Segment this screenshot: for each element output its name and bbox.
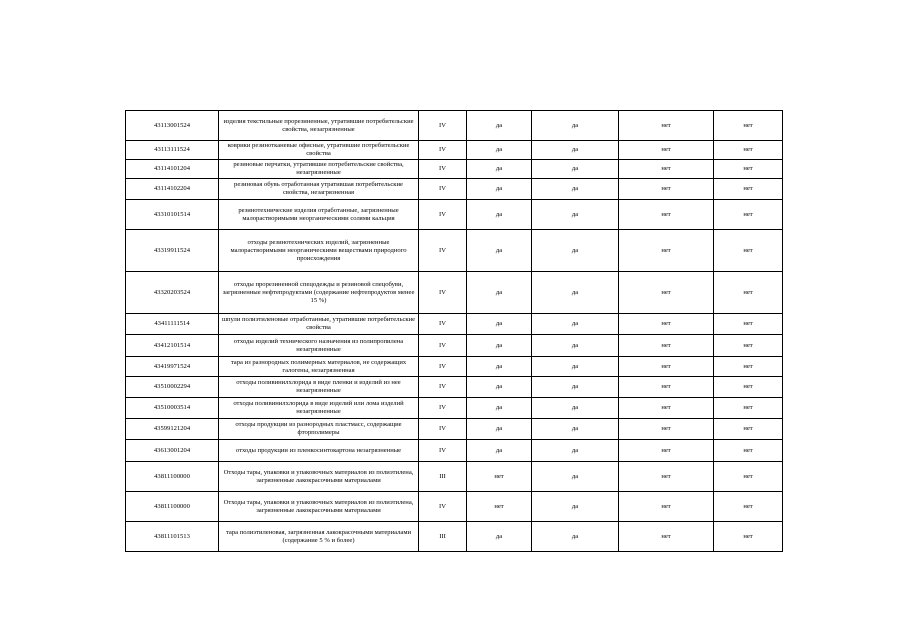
flag-cell-1: нет xyxy=(467,462,532,492)
hazard-class-cell: IV xyxy=(419,179,467,200)
flag-cell-3: нет xyxy=(619,377,714,398)
flag-cell-1: нет xyxy=(467,492,532,522)
hazard-class-cell: IV xyxy=(419,398,467,419)
table-row xyxy=(126,522,783,552)
flag-cell-4: нет xyxy=(714,272,783,314)
table-row xyxy=(126,377,783,398)
table-row xyxy=(126,492,783,522)
hazard-class-cell: IV xyxy=(419,357,467,377)
flag-cell-2: да xyxy=(532,377,619,398)
flag-cell-1: да xyxy=(467,230,532,272)
waste-name-cell: отходы продукции из пленкосинтокартона незагрязненные xyxy=(219,440,419,462)
waste-name-cell: резиновые перчатки, утратившие потребительские свойства, незагрязненные xyxy=(219,160,419,179)
flag-cell-4: нет xyxy=(714,200,783,230)
table-row xyxy=(126,314,783,335)
waste-code-cell: 43310101514 xyxy=(126,200,219,230)
table-row xyxy=(126,462,783,492)
waste-name-cell: тара из разнородных полимерных материалов, не содержащих галогены, незагрязненная xyxy=(219,357,419,377)
waste-code-cell: 43411111514 xyxy=(126,314,219,335)
waste-code-cell: 43599121204 xyxy=(126,419,219,440)
waste-code-cell: 43811101513 xyxy=(126,522,219,552)
hazard-class-cell: IV xyxy=(419,335,467,357)
flag-cell-2: да xyxy=(532,492,619,522)
flag-cell-2: да xyxy=(532,272,619,314)
waste-code-cell: 43412101514 xyxy=(126,335,219,357)
flag-cell-4: нет xyxy=(714,440,783,462)
flag-cell-2: да xyxy=(532,440,619,462)
flag-cell-3: нет xyxy=(619,141,714,160)
hazard-class-cell: IV xyxy=(419,160,467,179)
table-body xyxy=(126,111,783,552)
waste-code-cell: 43510003514 xyxy=(126,398,219,419)
flag-cell-2: да xyxy=(532,111,619,141)
table-row xyxy=(126,419,783,440)
waste-code-cell: 43319911524 xyxy=(126,230,219,272)
flag-cell-3: нет xyxy=(619,272,714,314)
flag-cell-1: да xyxy=(467,160,532,179)
waste-name-cell: отходы поливинилхлорида в виде изделий или лома изделий незагрязненные xyxy=(219,398,419,419)
waste-name-cell: отходы поливинилхлорида в виде пленки и изделий из нее незагрязненные xyxy=(219,377,419,398)
waste-name-cell: резиновая обувь отработанная утратившая потребительские свойства, незагрязненная xyxy=(219,179,419,200)
waste-name-cell: коврики резинотканевые офисные, утратившие потребительские свойства xyxy=(219,141,419,160)
waste-classification-table xyxy=(125,110,783,552)
waste-name-cell: отходы прорезиненной спецодежды и резиновой спецобуви, загрязненные нефтепродуктами (содержание нефтепродуктов менее 15 %) xyxy=(219,272,419,314)
flag-cell-2: да xyxy=(532,141,619,160)
flag-cell-4: нет xyxy=(714,179,783,200)
flag-cell-1: да xyxy=(467,357,532,377)
flag-cell-4: нет xyxy=(714,335,783,357)
flag-cell-1: да xyxy=(467,272,532,314)
table-row xyxy=(126,272,783,314)
hazard-class-cell: IV xyxy=(419,141,467,160)
waste-code-cell: 43113001524 xyxy=(126,111,219,141)
flag-cell-3: нет xyxy=(619,419,714,440)
flag-cell-4: нет xyxy=(714,111,783,141)
hazard-class-cell: IV xyxy=(419,440,467,462)
flag-cell-1: да xyxy=(467,377,532,398)
flag-cell-1: да xyxy=(467,419,532,440)
flag-cell-4: нет xyxy=(714,398,783,419)
hazard-class-cell: IV xyxy=(419,314,467,335)
table-row xyxy=(126,230,783,272)
flag-cell-3: нет xyxy=(619,160,714,179)
waste-code-cell: 43320203524 xyxy=(126,272,219,314)
waste-code-cell: 43811100000 xyxy=(126,492,219,522)
flag-cell-4: нет xyxy=(714,462,783,492)
flag-cell-2: да xyxy=(532,160,619,179)
flag-cell-4: нет xyxy=(714,377,783,398)
waste-code-cell: 43113111524 xyxy=(126,141,219,160)
flag-cell-1: да xyxy=(467,398,532,419)
waste-name-cell: отходы продукции из разнородных пластмасс, содержащие фторполимеры xyxy=(219,419,419,440)
flag-cell-1: да xyxy=(467,141,532,160)
waste-name-cell: резинотехнические изделия отработанные, загрязненные малорастворимыми неорганическими солями кальция xyxy=(219,200,419,230)
waste-code-cell: 43510002294 xyxy=(126,377,219,398)
flag-cell-3: нет xyxy=(619,522,714,552)
hazard-class-cell: IV xyxy=(419,377,467,398)
hazard-class-cell: IV xyxy=(419,230,467,272)
flag-cell-3: нет xyxy=(619,200,714,230)
waste-code-cell: 43114101204 xyxy=(126,160,219,179)
flag-cell-3: нет xyxy=(619,230,714,272)
flag-cell-3: нет xyxy=(619,111,714,141)
hazard-class-cell: IV xyxy=(419,419,467,440)
flag-cell-3: нет xyxy=(619,492,714,522)
hazard-class-cell: IV xyxy=(419,492,467,522)
waste-name-cell: отходы резинотехнических изделий, загрязненные малорастворимыми неорганическими веществами природного происхождения xyxy=(219,230,419,272)
flag-cell-4: нет xyxy=(714,314,783,335)
table-row xyxy=(126,357,783,377)
waste-name-cell: Отходы тары, упаковки и упаковочных материалов из полиэтилена, загрязненные лакокрасочными материалами xyxy=(219,462,419,492)
flag-cell-2: да xyxy=(532,462,619,492)
waste-code-cell: 43114102204 xyxy=(126,179,219,200)
flag-cell-3: нет xyxy=(619,179,714,200)
flag-cell-1: да xyxy=(467,335,532,357)
flag-cell-1: да xyxy=(467,179,532,200)
flag-cell-1: да xyxy=(467,440,532,462)
flag-cell-4: нет xyxy=(714,357,783,377)
flag-cell-4: нет xyxy=(714,230,783,272)
flag-cell-3: нет xyxy=(619,440,714,462)
flag-cell-1: да xyxy=(467,111,532,141)
table-row xyxy=(126,200,783,230)
flag-cell-2: да xyxy=(532,398,619,419)
hazard-class-cell: IV xyxy=(419,111,467,141)
flag-cell-2: да xyxy=(532,230,619,272)
flag-cell-4: нет xyxy=(714,141,783,160)
table-row xyxy=(126,398,783,419)
flag-cell-4: нет xyxy=(714,522,783,552)
flag-cell-4: нет xyxy=(714,492,783,522)
flag-cell-3: нет xyxy=(619,462,714,492)
table-row xyxy=(126,335,783,357)
flag-cell-1: да xyxy=(467,200,532,230)
waste-code-cell: 43419971524 xyxy=(126,357,219,377)
waste-code-cell: 43811100000 xyxy=(126,462,219,492)
flag-cell-2: да xyxy=(532,179,619,200)
waste-name-cell: изделия текстильные прорезиненные, утратившие потребительские свойства, незагрязненные xyxy=(219,111,419,141)
flag-cell-2: да xyxy=(532,419,619,440)
waste-code-cell: 43613001204 xyxy=(126,440,219,462)
flag-cell-2: да xyxy=(532,314,619,335)
flag-cell-2: да xyxy=(532,357,619,377)
flag-cell-3: нет xyxy=(619,357,714,377)
waste-name-cell: Отходы тары, упаковки и упаковочных материалов из полиэтилена, загрязненные лакокрасочными материалами xyxy=(219,492,419,522)
hazard-class-cell: IV xyxy=(419,200,467,230)
table-row xyxy=(126,141,783,160)
waste-name-cell: тара полиэтиленовая, загрязненная лакокрасочными материалами (содержание 5 % и более) xyxy=(219,522,419,552)
flag-cell-2: да xyxy=(532,200,619,230)
flag-cell-4: нет xyxy=(714,160,783,179)
flag-cell-4: нет xyxy=(714,419,783,440)
waste-name-cell: отходы изделий технического назначения из полипропилена незагрязненные xyxy=(219,335,419,357)
flag-cell-3: нет xyxy=(619,314,714,335)
table-row xyxy=(126,179,783,200)
flag-cell-1: да xyxy=(467,314,532,335)
table-row xyxy=(126,111,783,141)
table-row xyxy=(126,160,783,179)
flag-cell-2: да xyxy=(532,335,619,357)
hazard-class-cell: III xyxy=(419,462,467,492)
hazard-class-cell: IV xyxy=(419,272,467,314)
flag-cell-2: да xyxy=(532,522,619,552)
hazard-class-cell: III xyxy=(419,522,467,552)
waste-name-cell: шпули полиэтиленовые отработанные, утратившие потребительские свойства xyxy=(219,314,419,335)
table-row xyxy=(126,440,783,462)
flag-cell-3: нет xyxy=(619,335,714,357)
flag-cell-1: да xyxy=(467,522,532,552)
flag-cell-3: нет xyxy=(619,398,714,419)
